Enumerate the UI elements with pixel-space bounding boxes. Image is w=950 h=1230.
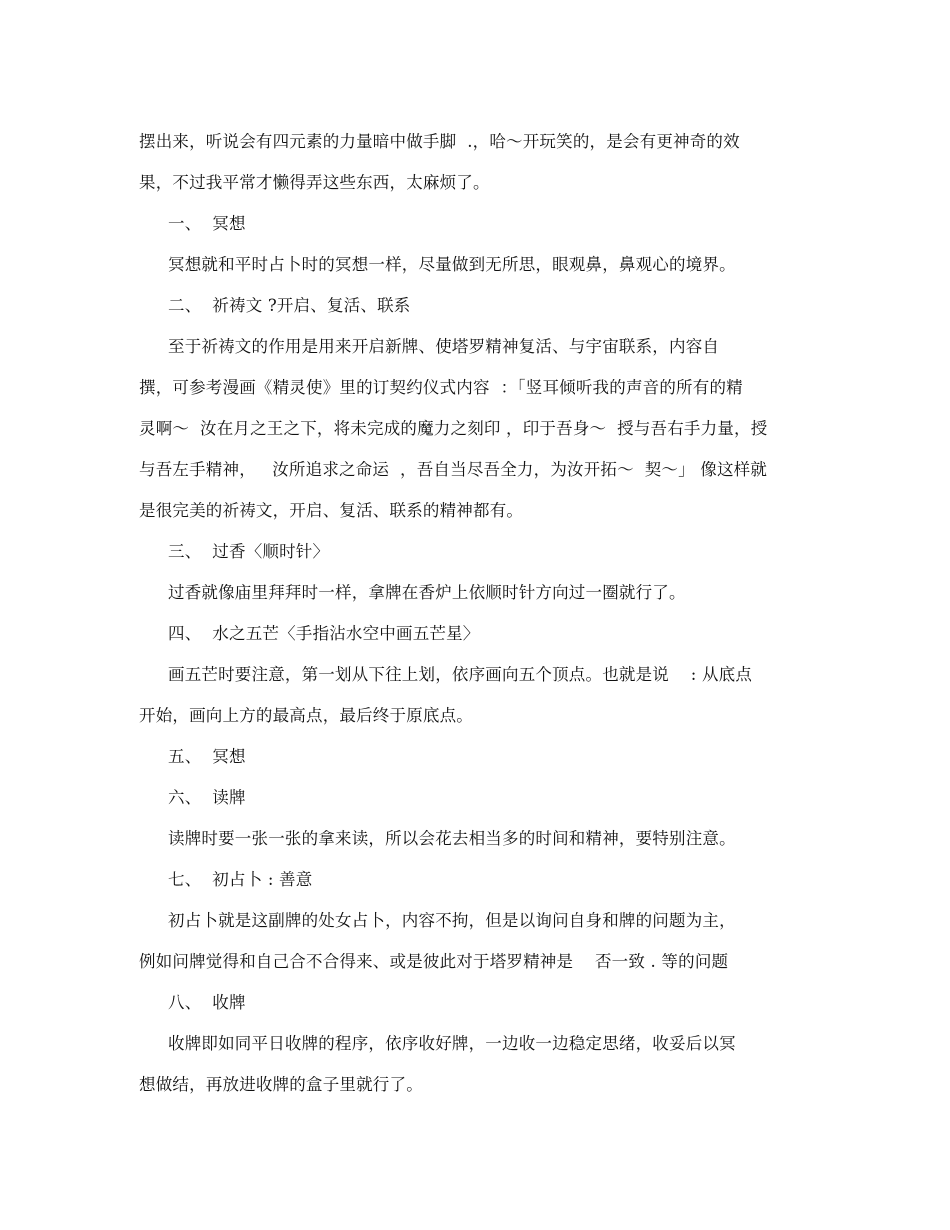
section-heading: 二、 祈祷文 ?开启、复活、联系	[168, 296, 411, 315]
text-line: 初占卜就是这副牌的处女占卜，内容不拘，但是以询问自身和牌的问题为主，	[168, 911, 736, 930]
text-line: 想做结，再放进收牌的盒子里就行了。	[139, 1075, 423, 1094]
section-heading: 七、 初占卜 : 善意	[168, 870, 313, 889]
section-heading: 三、 过香〈顺时针〉	[168, 542, 330, 561]
section-heading: 一、 冥想	[168, 214, 246, 233]
section-heading: 六、 读牌	[168, 788, 246, 807]
text-line: 收牌即如同平日收牌的程序，依序收好牌，一边收一边稳定思绪，收妥后以冥	[168, 1034, 736, 1053]
text-line: 至于祈祷文的作用是用来开启新牌、使塔罗精神复活、与宇宙联系，内容自	[168, 337, 720, 356]
text-line: 画五芒时要注意，第一划从下往上划，依序画向五个顶点。也就是说 : 从底点	[168, 665, 753, 684]
section-heading: 八、 收牌	[168, 993, 246, 1012]
section-heading: 五、 冥想	[168, 747, 246, 766]
text-line: 摆出来，听说会有四元素的力量暗中做手脚 .，哈～开玩笑的，是会有更神奇的效	[139, 132, 740, 151]
text-line: 例如问牌觉得和自己合不合得来、或是彼此对于塔罗精神是 否一致 . 等的问题	[139, 952, 729, 971]
text-line: 果，不过我平常才懒得弄这些东西，太麻烦了。	[139, 173, 490, 192]
text-line: 撰，可参考漫画《精灵使》里的订契约仪式内容 ：「竖耳倾听我的声音的所有的精	[139, 378, 743, 397]
section-heading: 四、 水之五芒〈手指沾水空中画五芒星〉	[168, 624, 480, 643]
text-line: 冥想就和平时占卜时的冥想一样，尽量做到无所思，眼观鼻，鼻观心的境界。	[168, 255, 736, 274]
text-line: 开始，画向上方的最高点，最后终于原底点。	[139, 706, 473, 725]
text-line: 灵啊～ 汝在月之王之下，将未完成的魔力之刻印 ，印于吾身～ 授与吾右手力量，授	[139, 419, 768, 438]
text-line: 读牌时要一张一张的拿来读，所以会花去相当多的时间和精神，要特别注意。	[168, 829, 736, 848]
text-line: 是很完美的祈祷文，开启、复活、联系的精神都有。	[139, 501, 524, 520]
text-line: 过香就像庙里拜拜时一样，拿牌在香炉上依顺时针方向过一圈就行了。	[168, 583, 686, 602]
text-line: 与吾左手精神， 汝所追求之命运 ，吾自当尽吾全力，为汝开拓～ 契～」 像这样就	[139, 460, 768, 479]
